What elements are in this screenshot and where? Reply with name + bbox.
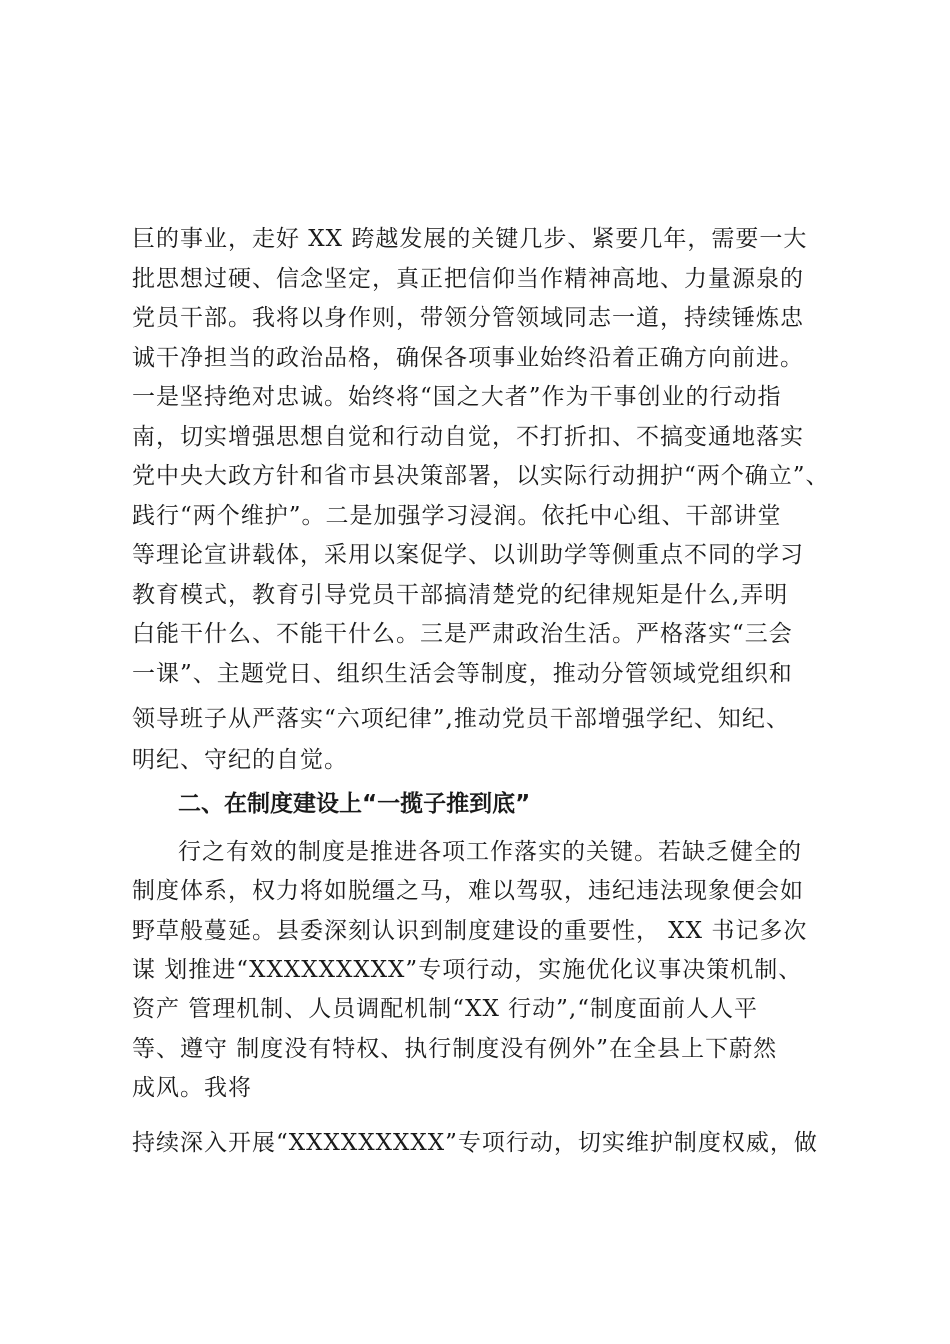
text-line: 谋 划推进“XXXXXXXXX”专项行动，实施优化议事决策机制、 [132,956,803,983]
text-line: 诚干净担当的政治品格，确保各项事业始终沿着正确方向前进。 [132,344,804,371]
text-line: 党中央大政方针和省市县决策部署，以实际行动拥护“两个确立”、 [132,463,830,489]
text-line: 教育模式，教育引导党员干部搞清楚党的纪律规矩是什么,弄明 [132,581,789,608]
text-line: 持续深入开展“XXXXXXXXX”专项行动，切实维护制度权威，做 [132,1130,818,1156]
text-line: 等理论宣讲载体，采用以案促学、以训助学等侧重点不同的学习 [132,542,804,568]
text-line: 批思想过硬、信念坚定，真正把信仰当作精神高地、力量源泉的 [132,265,804,292]
section-heading: 二、在制度建设上“一揽子推到底” [178,791,531,817]
text-line: 成风。我将 [132,1074,252,1101]
text-line: 等、遵守 制度没有特权、执行制度没有例外”在全县上下蔚然 [132,1035,778,1062]
text-line: 巨的事业，走好 XX 跨越发展的关键几步、紧要几年，需要一大 [132,226,808,252]
text-line: 行之有效的制度是推进各项工作落实的关键。若缺乏健全的 [178,839,802,865]
text-line: 野草般蔓延。县委深刻认识到制度建设的重要性， XX 书记多次 [132,917,808,944]
text-line: 南，切实增强思想自觉和行动自觉，不打折扣、不搞变通地落实 [132,423,804,450]
text-line: 白能干什么、不能干什么。三是严肃政治生活。严格落实“三会 [132,621,793,647]
text-line: 领导班子从严落实“六项纪律”,推动党员干部增强学纪、知纪、 [132,706,790,732]
text-line: 践行“两个维护”。二是加强学习浸润。依托中心组、干部讲堂 [132,502,782,529]
text-line: 制度体系，权力将如脱缰之马，难以驾驭，违纪违法现象便会如 [132,878,804,905]
text-line: 一是坚持绝对忠诚。始终将“国之大者”作为干事创业的行动指 [132,384,782,410]
text-line: 明纪、守纪的自觉。 [132,747,348,773]
text-line: 资产 管理机制、人员调配机制“XX 行动”,“制度面前人人平 [132,996,758,1023]
text-line: 党员干部。我将以身作则，带领分管领域同志一道，持续锤炼忠 [132,305,804,331]
text-line: 一课”、主题党日、组织生活会等制度，推动分管领域党组织和 [132,660,793,687]
